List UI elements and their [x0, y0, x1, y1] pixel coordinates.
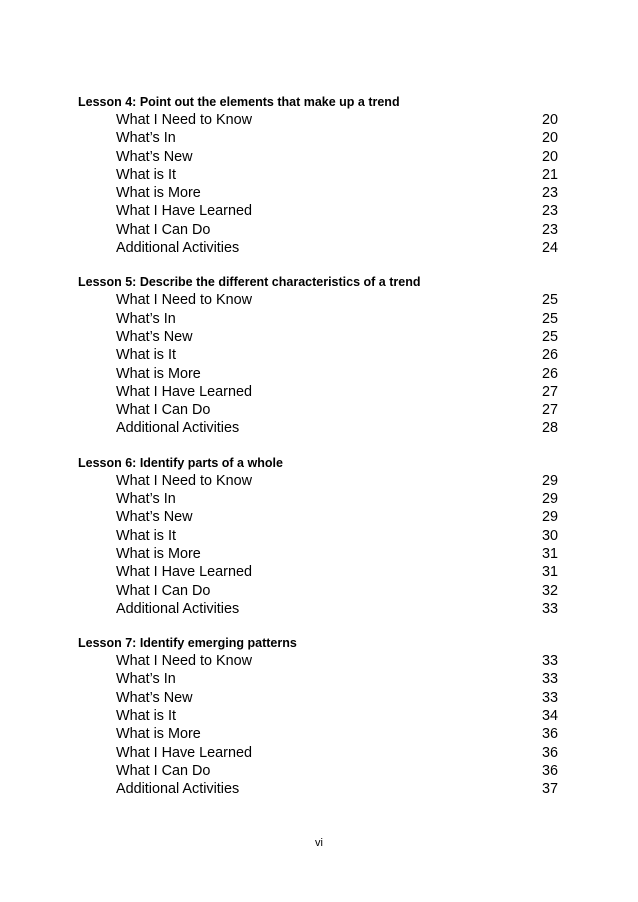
toc-entry-label: What is It [116, 708, 176, 725]
toc-entry-label: What’s New [116, 328, 193, 345]
toc-entry-page: 36 [541, 726, 558, 743]
toc-entry-label: What’s In [116, 491, 176, 508]
toc-entry [78, 725, 558, 743]
lesson-title: Lesson 7: Identify emerging patterns [78, 636, 297, 651]
page-number: vi [315, 837, 323, 849]
toc-entry [78, 383, 558, 401]
toc-entry [78, 129, 558, 147]
toc-entry [78, 689, 558, 707]
toc-entry-label: What I Can Do [116, 762, 211, 779]
toc-entry [78, 184, 558, 202]
toc-entry [78, 221, 558, 239]
toc-entry-label: What is More [116, 185, 201, 202]
toc-entry-page: 26 [541, 365, 558, 382]
toc-entry-page: 28 [541, 420, 558, 437]
toc-entry-label: What’s In [116, 310, 176, 327]
toc-entry-page: 31 [541, 564, 558, 581]
toc-entry-page: 33 [541, 671, 558, 688]
toc-entry-page: 20 [541, 130, 558, 147]
toc-entry-page: 21 [541, 166, 558, 183]
toc-entry-label: What I Can Do [116, 582, 211, 599]
toc-entry-page: 34 [541, 708, 558, 725]
toc-entry [78, 310, 558, 328]
toc-entry-label: Additional Activities [116, 781, 240, 798]
toc-entry-label: What is It [116, 166, 176, 183]
toc-entry-page: 33 [541, 689, 558, 706]
toc-entry-label: What’s In [116, 671, 176, 688]
toc-entry-label: What I Have Learned [116, 744, 252, 761]
toc-entry-page: 20 [541, 112, 558, 128]
toc-entry [78, 365, 558, 383]
toc-entry [78, 148, 558, 166]
toc-entry-page: 24 [541, 240, 558, 257]
toc-entry [78, 707, 558, 725]
toc-entry-page: 36 [541, 744, 558, 761]
toc-entry-page: 29 [541, 509, 558, 526]
toc-entry-page: 27 [541, 383, 558, 400]
table-of-contents [78, 93, 558, 815]
toc-entry-page: 20 [541, 148, 558, 165]
toc-entry [78, 472, 558, 490]
toc-entry [78, 291, 558, 309]
toc-entry-label: What I Need to Know [116, 292, 252, 309]
toc-entry-page: 37 [541, 781, 558, 798]
toc-entry-page: 32 [541, 582, 558, 599]
toc-entry [78, 202, 558, 220]
toc-entry-label: What is More [116, 726, 201, 743]
toc-entry [78, 545, 558, 563]
toc-entry [78, 780, 558, 798]
toc-entry-page: 29 [541, 491, 558, 508]
toc-entry-page: 33 [541, 600, 558, 617]
toc-entry [78, 328, 558, 346]
toc-entry [78, 508, 558, 526]
toc-entry-page: 25 [541, 328, 558, 345]
toc-entry [78, 582, 558, 600]
toc-entry-label: What’s New [116, 509, 193, 526]
toc-entry [78, 670, 558, 688]
toc-entry-label: What is More [116, 365, 201, 382]
toc-entry-label: What is More [116, 545, 201, 562]
lesson-section [78, 93, 558, 257]
toc-entry-label: What is It [116, 347, 176, 364]
toc-entry-label: What is It [116, 527, 176, 544]
toc-entry [78, 419, 558, 437]
toc-entry-label: What I Need to Know [116, 472, 252, 489]
toc-entry [78, 490, 558, 508]
toc-entry-page: 26 [541, 347, 558, 364]
toc-entry-label: What’s New [116, 148, 193, 165]
toc-entry-label: Additional Activities [116, 600, 240, 617]
toc-entry [78, 346, 558, 364]
toc-entry-page: 30 [541, 527, 558, 544]
toc-entry-page: 36 [541, 762, 558, 779]
toc-entry [78, 762, 558, 780]
toc-entry [78, 600, 558, 618]
lesson-title: Lesson 4: Point out the elements that make up a trend [78, 95, 400, 109]
toc-entry-page: 23 [541, 185, 558, 202]
toc-entry-label: What I Can Do [116, 402, 211, 419]
toc-entry-page: 25 [541, 310, 558, 327]
toc-entry-page: 23 [541, 203, 558, 220]
toc-entry [78, 652, 558, 670]
toc-entry [78, 239, 558, 257]
toc-entry-label: What’s In [116, 130, 176, 147]
toc-entry-page: 25 [541, 292, 558, 309]
toc-entry-label: Additional Activities [116, 420, 240, 437]
toc-entry [78, 563, 558, 581]
toc-entry-page: 29 [541, 472, 558, 489]
lesson-title: Lesson 5: Describe the different characteristics of a trend [78, 275, 421, 290]
lesson-title: Lesson 6: Identify parts of a whole [78, 455, 283, 470]
toc-entry-label: What I Need to Know [116, 112, 252, 128]
lesson-section [78, 634, 558, 798]
lesson-section [78, 273, 558, 437]
toc-entry [78, 744, 558, 762]
toc-entry-page: 27 [541, 402, 558, 419]
toc-entry-label: What I Have Learned [116, 564, 252, 581]
toc-entry-label: Additional Activities [116, 240, 240, 257]
toc-entry [78, 166, 558, 184]
toc-entry-label: What’s New [116, 689, 193, 706]
toc-entry [78, 401, 558, 419]
toc-entry-label: What I Have Learned [116, 203, 252, 220]
lesson-section [78, 454, 558, 618]
toc-entry-page: 23 [541, 221, 558, 238]
toc-entry-label: What I Need to Know [116, 653, 252, 670]
toc-entry-page: 31 [541, 545, 558, 562]
toc-entry-label: What I Have Learned [116, 383, 252, 400]
toc-entry-page: 33 [541, 653, 558, 670]
toc-entry [78, 111, 558, 129]
toc-entry-label: What I Can Do [116, 221, 211, 238]
toc-entry [78, 527, 558, 545]
